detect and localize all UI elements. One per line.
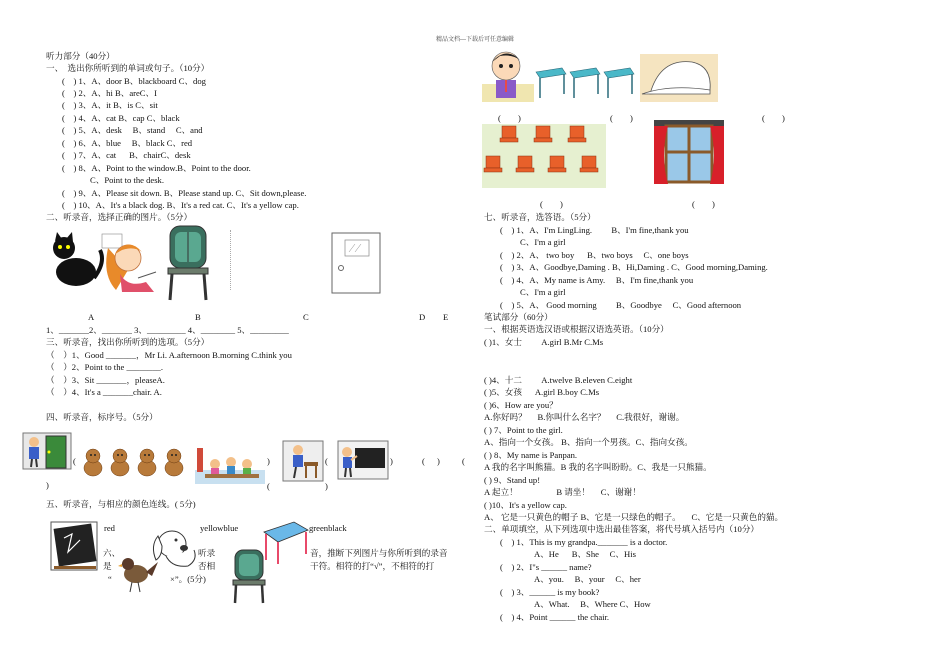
bracket: ( — [73, 456, 76, 466]
bracket: ( — [422, 456, 425, 466]
question-options: A、He B、She C、His — [534, 549, 636, 559]
answer-bracket[interactable]: ( ) — [540, 199, 563, 209]
question-item: ( ) 2、I"s ______ name? — [500, 562, 592, 572]
question-options: A、What. B、Where C、How — [534, 599, 651, 609]
question-item: ( )6、How are you？ — [484, 400, 558, 410]
question-heading-fragment: 音，推断下列图片与你所听到的录音 — [310, 548, 448, 558]
option-letter-a: A — [88, 312, 95, 322]
dogs-image — [80, 444, 190, 482]
question-item-continued: C、Point to the desk. — [90, 175, 165, 185]
question-heading: 二、听录音，选择正确的图片。（5分） — [46, 212, 193, 222]
question-heading-fragment: ×”。(5分) — [170, 574, 206, 584]
chair-image — [164, 224, 212, 302]
question-item: （ ）2、Point to the ________. — [46, 362, 163, 372]
bracket: ) — [325, 481, 328, 491]
answer-bracket[interactable]: ( ) — [498, 113, 521, 123]
question-options: A 我的名字叫熊猫。B 我的名字叫盼盼。C、我是一只熊猫。 — [484, 462, 712, 472]
question-item: ( ) 2、A、hi B、areC、I — [62, 88, 157, 98]
question-item: ( ) 6、A、blue B、black C、red — [62, 138, 193, 148]
option-letter-b: B — [195, 312, 201, 322]
question-item: ( )10、It's a yellow cap. — [484, 500, 567, 510]
blackboard-image — [50, 516, 102, 576]
section-title: 听力部分（40分） — [46, 51, 115, 61]
color-label-red: red — [104, 523, 115, 533]
question-heading: 二、单项填空，从下列选项中选出最佳答案，将代号填入括号内（10分） — [484, 524, 760, 534]
answer-bracket[interactable]: ( ) — [610, 113, 633, 123]
question-item: ( ) 1、A、I'm LingLing. B、I'm fine,thank you — [500, 225, 689, 235]
question-item: ( ) 5、A、 Good morning B、Goodbye C、Good afternoon — [500, 300, 742, 310]
question-heading-fragment: 六、 — [103, 548, 121, 558]
question-item: ( ) 5、A、desk B、stand C、and — [62, 125, 203, 135]
question-heading-fragment: 是 — [103, 561, 112, 571]
question-heading-fragment: 干符。相符的打“√”，不相符的打 — [310, 561, 435, 571]
question-item: ( )5、女孩 A.girl B.boy C.Ms — [484, 387, 600, 397]
option-letter-c: C — [303, 312, 309, 322]
boy-sitting-image — [282, 440, 324, 482]
bracket: ) — [267, 456, 270, 466]
question-options: A 起立！ B 请坐！ C、谢谢！ — [484, 487, 641, 497]
question-heading: 七、听录音，选答语。（5分） — [484, 212, 596, 222]
chair-image — [230, 548, 268, 604]
question-options: A、指向一个女孩。 B、指向一个男孩。C、指向女孩。 — [484, 437, 693, 447]
option-letter-d: D — [419, 312, 426, 322]
question-item: ( ) 1、This is my grandpa._______ is a doctor. — [500, 537, 668, 547]
question-heading: 四、听录音，标序号。（5分） — [46, 412, 158, 422]
question-item: ( ) 9、A、Please sit down. B、Please stand up. C、Sit down,please. — [62, 188, 307, 198]
question-item-continued: C、I'm a girl — [520, 287, 566, 297]
boy-at-blackboard-image — [337, 440, 389, 480]
bracket: ) — [437, 456, 440, 466]
question-heading-fragment: “ — [108, 574, 112, 584]
page-header: 精品文档---下载后可任意编辑 — [436, 37, 514, 43]
question-item: ( ) 10、A、It's a black dog. B、It's a red cat. C、It's a yellow cap. — [62, 200, 299, 210]
question-item: ( ) 8、My name is Panpan. — [484, 450, 578, 460]
question-item: ( ) 3、A、Goodbye,Daming . B、Hi,Daming . C、Good morning,Daming. — [500, 262, 768, 272]
chairs-image — [482, 124, 606, 188]
boy-at-door-image — [22, 432, 72, 470]
answer-bracket[interactable]: ( ) — [762, 113, 785, 123]
desks-image — [534, 64, 638, 104]
divider — [230, 230, 232, 290]
door-image — [331, 232, 381, 294]
black-cat-image — [46, 232, 106, 290]
question-item: ( )4、十二 A.twelve B.eleven C.eight — [484, 375, 633, 385]
question-item: ( ) 2、A、 two boy B、two boys C、one boys — [500, 250, 689, 260]
question-item: ( ) 4、A、cat B、cap C、black — [62, 113, 180, 123]
question-item: ( ) 9、Stand up! — [484, 475, 541, 485]
section-title: 笔试部分（60分） — [484, 312, 553, 322]
classroom-image — [195, 440, 265, 484]
question-heading: 五、听录音，与相应的颜色连线。( 5分) — [46, 499, 196, 509]
question-options: A.你好吗？ B.你叫什么名字？ C.我很好，谢谢。 — [484, 412, 685, 422]
question-item: ( ) 7、Point to the girl. — [484, 425, 563, 435]
question-item: ( ) 3、______ is my book? — [500, 587, 600, 597]
question-heading: 一、根据英语选汉语或根据汉语选英语。（10分） — [484, 324, 669, 334]
question-item: （ ）1、Good _______，Mr Li. A.afternoon B.morning C.think you — [46, 350, 292, 360]
question-options: A、 它是一只黄色的帽子 B、它是一只绿色的帽子。 C、它是一只黄色的猫。 — [484, 512, 784, 522]
bird-image — [118, 548, 158, 596]
question-heading: 一、 选出你所听到的单词或句子。（10分） — [46, 63, 210, 73]
color-label-green-black: greenblack — [309, 523, 347, 533]
question-heading-fragment: 听录 — [198, 548, 216, 558]
question-heading-fragment: 否相 — [198, 561, 216, 571]
question-options: A、you. B、your C、her — [534, 574, 641, 584]
bracket: ( — [462, 456, 465, 466]
question-item: ( ) 7、A、cat B、chairC、desk — [62, 150, 191, 160]
color-label-yellow-blue: yellowblue — [200, 523, 239, 533]
window-image — [654, 120, 724, 186]
question-item: ( ) 1、A、door B、blackboard C、dog — [62, 76, 206, 86]
question-item: ( )1、女士 A.girl B.Mr C.Ms — [484, 337, 604, 347]
boy-standing-image — [482, 48, 534, 102]
question-item: ( ) 8、A、Point to the window.B、Point to the door. — [62, 163, 251, 173]
cap-image — [640, 54, 718, 102]
question-item: （ ）4、It's a _______chair. A. — [46, 387, 162, 397]
bracket: ( — [325, 456, 328, 466]
bracket: ( — [267, 481, 270, 491]
girl-drawing-image — [98, 230, 160, 296]
answer-blanks[interactable]: 1、_______2、_______ 3、_________ 4、________ 5、_________ — [46, 325, 289, 335]
question-item: ( ) 4、A、My name is Amy. B、I'm fine,thank you — [500, 275, 694, 285]
bracket: ) — [390, 456, 393, 466]
question-item: ( ) 4、Point ______ the chair. — [500, 612, 610, 622]
question-item: ( ) 3、A、it B、is C、sit — [62, 100, 158, 110]
question-heading: 三、听录音，找出你所听到的选项。（5分） — [46, 337, 210, 347]
answer-bracket[interactable]: ( ) — [692, 199, 715, 209]
bracket: ) — [46, 480, 49, 490]
option-letter-e: E — [443, 312, 449, 322]
question-item-continued: C、I'm a girl — [520, 237, 566, 247]
question-item: （ ）3、Sit _______，pleaseA. — [46, 375, 165, 385]
